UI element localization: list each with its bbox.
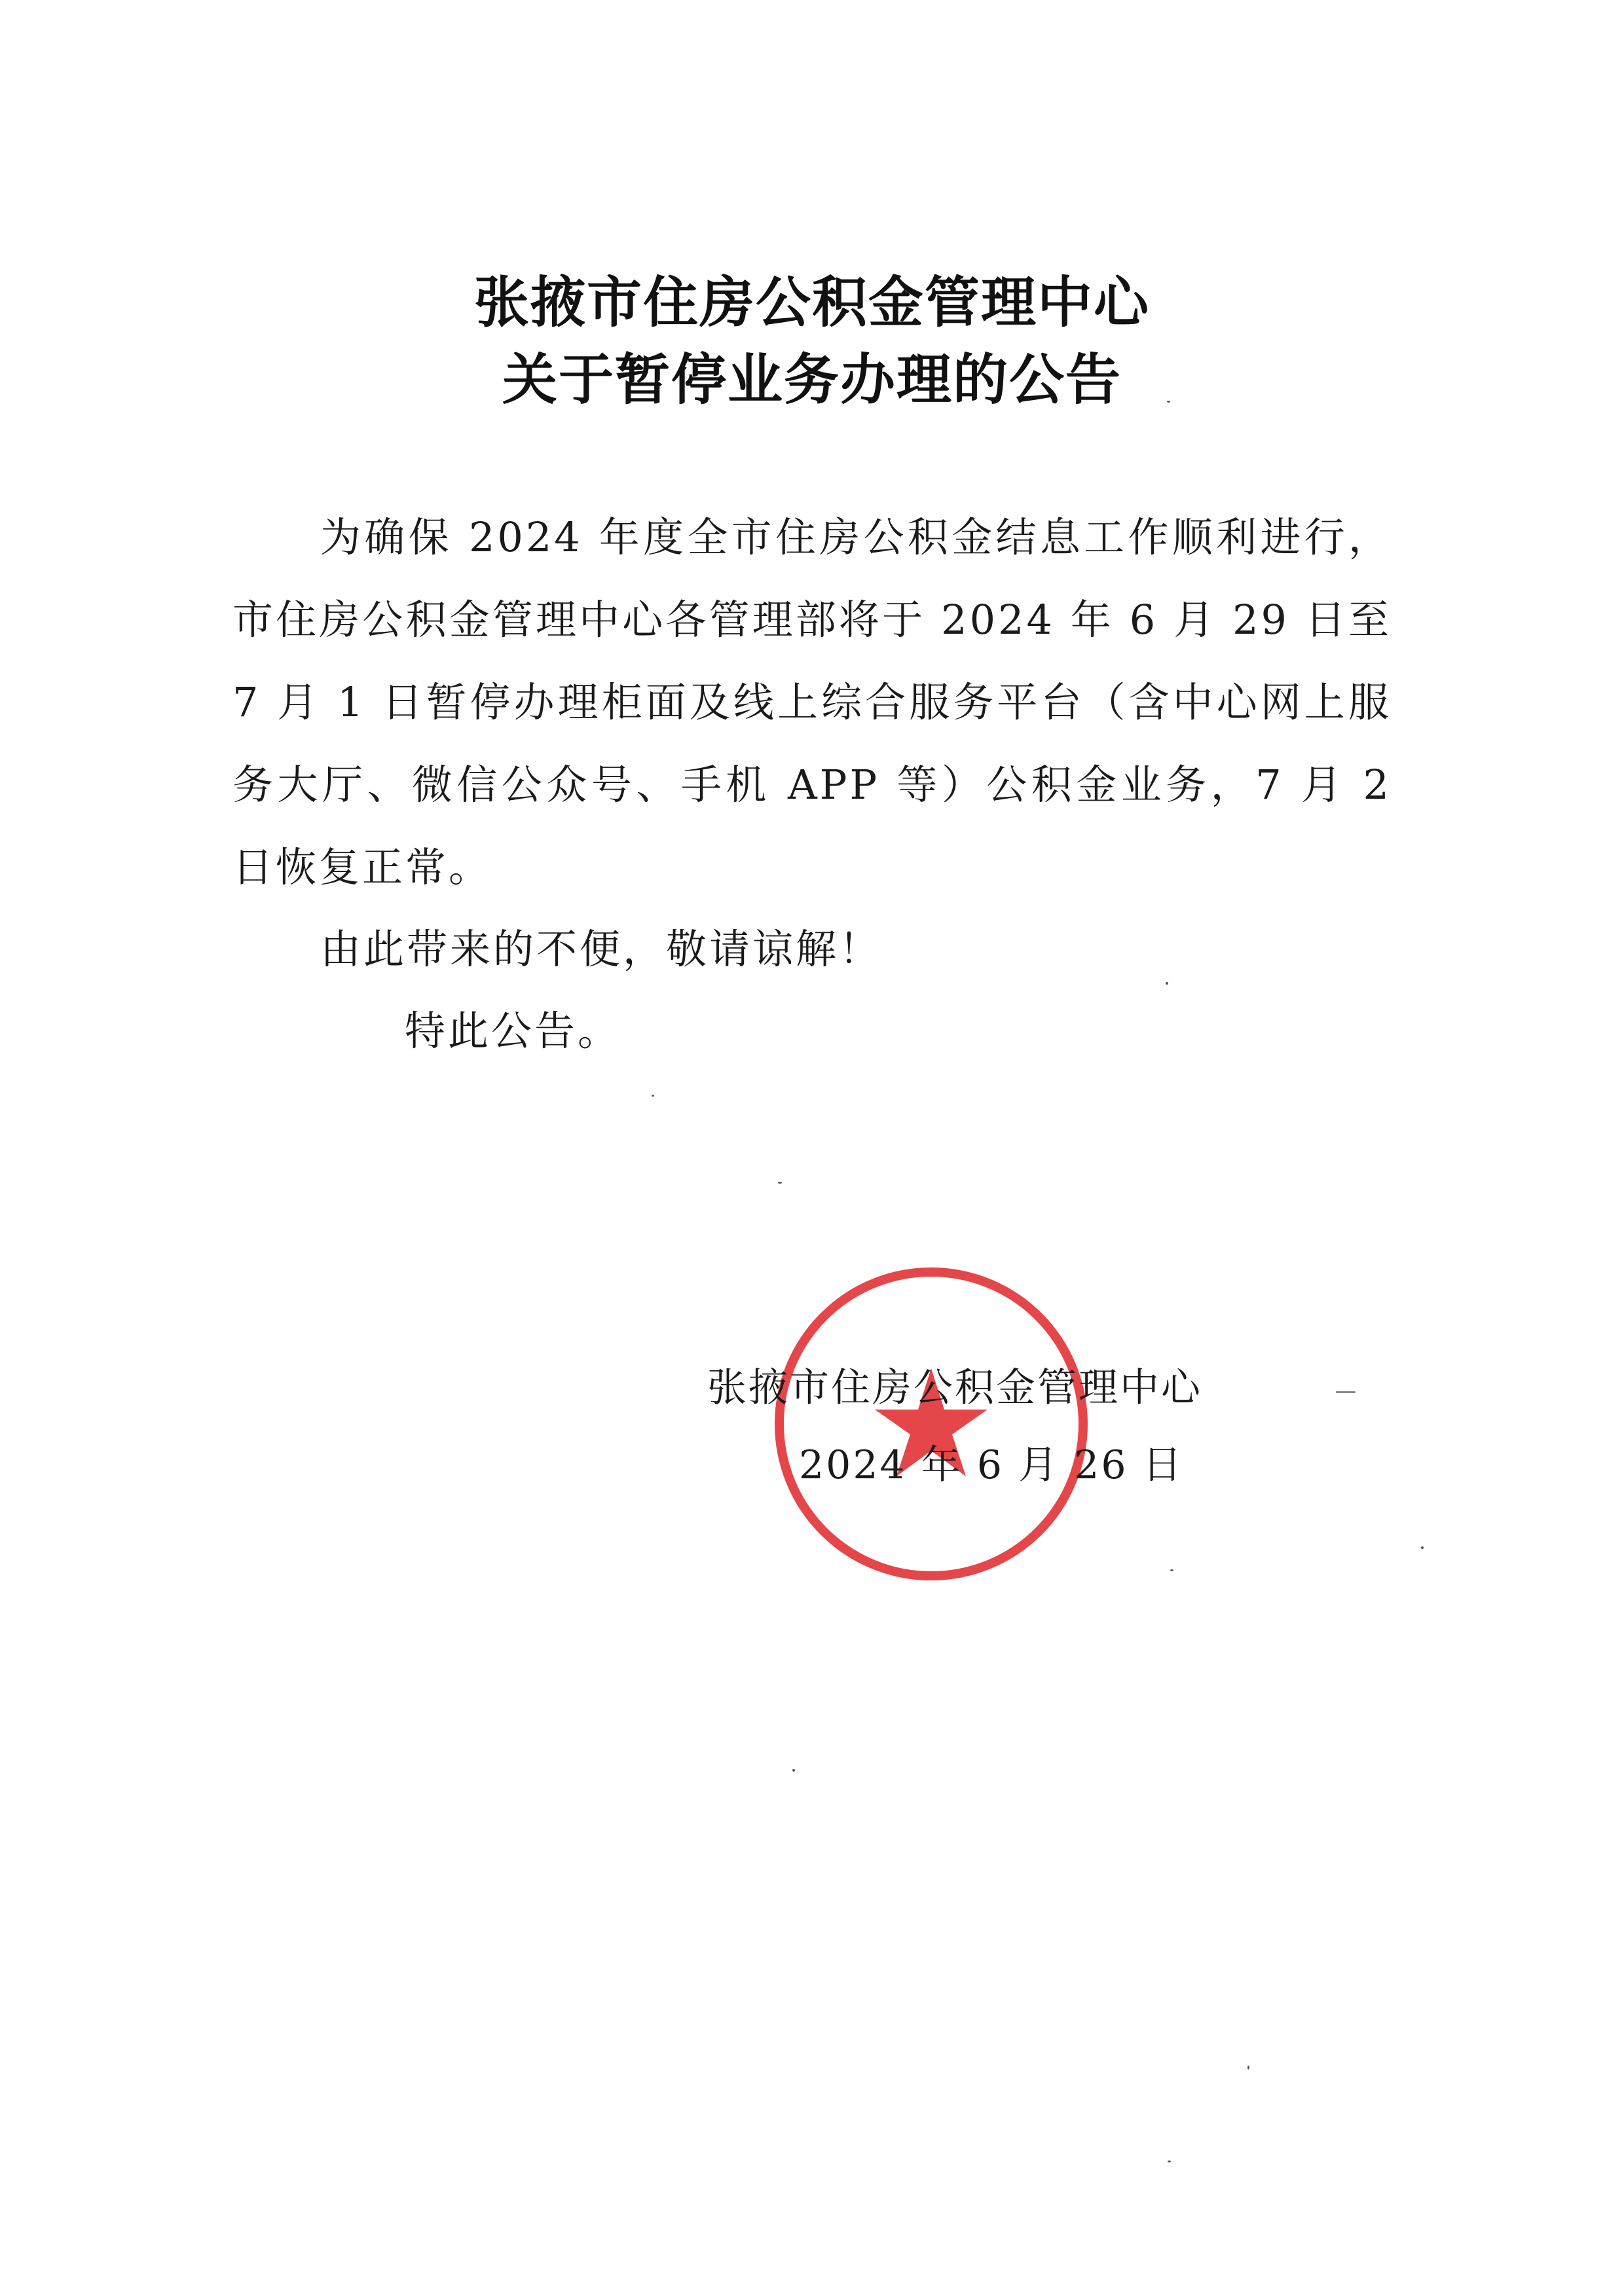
scan-speck — [1247, 2066, 1249, 2069]
scan-speck — [1166, 982, 1168, 985]
scan-speck — [1168, 2160, 1171, 2162]
signature-organization: 张掖市住房公积金管理中心 — [707, 1365, 1202, 1411]
notice-closing: 特此公告。 — [405, 1007, 621, 1055]
document-title-line1: 张掖市住房公积金管理中心 — [473, 270, 1150, 335]
scan-speck — [1167, 401, 1170, 403]
scan-speck — [1170, 1569, 1173, 1571]
official-seal — [767, 1260, 1095, 1588]
notice-paragraph-main: 为确保 2024 年度全市住房公积金结息工作顺利进行，市住房公积金管理中心各管理部将于 2024 年 6 月 29 日至 7 月 1 日暂停办理柜面及线上综合服务平台（含中心网上服务大厅、微信公众号、手机 APP 等）公积金业务，7 月 2 日恢复正常。 — [232, 513, 1392, 891]
scan-speck — [1336, 1391, 1356, 1393]
scan-speck — [1421, 1546, 1424, 1549]
notice-paragraph-apology: 由此带来的不便，敬请谅解！ — [320, 925, 883, 973]
scan-speck — [652, 1095, 654, 1097]
scan-speck — [792, 1769, 795, 1772]
document-title-line2: 关于暂停业务办理的公告 — [502, 348, 1122, 412]
signature-date: 2024 年 6 月 26 日 — [799, 1442, 1184, 1488]
scan-speck — [778, 1182, 782, 1184]
